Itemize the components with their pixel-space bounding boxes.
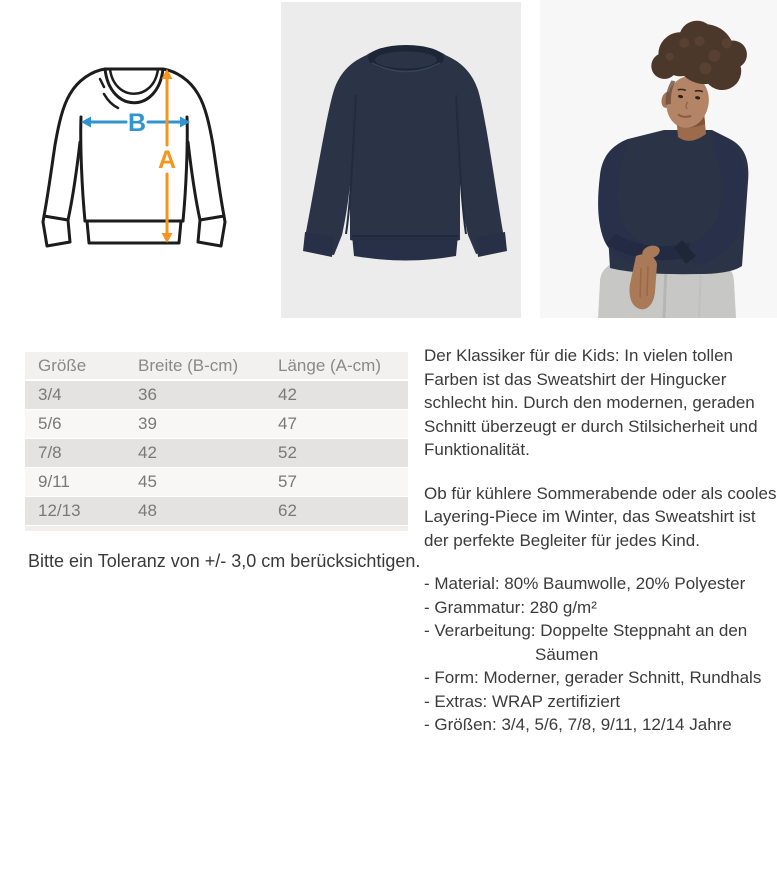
description-line: - Form: Moderner, gerader Schnitt, Rundhals [424, 668, 762, 687]
diagram-right-cuff [198, 216, 225, 246]
size-table [25, 352, 408, 526]
table-cell: 45 [125, 468, 265, 497]
product-photo-model [540, 0, 777, 318]
description-line: Säumen [535, 644, 599, 664]
width-measure-arrow [81, 109, 190, 137]
diagram-left-cuff [43, 216, 70, 246]
table-cell: 3/4 [25, 380, 125, 410]
table-cell: 52 [265, 439, 408, 468]
diagram-collar-outer [105, 69, 163, 103]
table-cell: 48 [125, 497, 265, 526]
column-header: Breite (B-cm) [125, 352, 265, 380]
diagram-left-sleeve-outline [44, 69, 105, 216]
table-cell: 12/13 [25, 497, 125, 526]
table-row [25, 410, 408, 439]
description-line: - Extras: WRAP zertifiziert [424, 691, 621, 711]
size-measurement-diagram [43, 69, 225, 246]
tolerance-note: Bitte ein Toleranz von +/- 3,0 cm berücksichtigen. [28, 551, 421, 571]
table-cell: 47 [265, 410, 408, 439]
description-paragraph [424, 482, 777, 553]
description-line: Ob für kühlere Sommerabende oder als cooles [424, 483, 777, 503]
product-description [424, 344, 777, 737]
description-line: - Verarbeitung: Doppelte Steppnaht an den [424, 621, 748, 640]
diagram-right-sleeve-outline [163, 69, 224, 216]
table-cell: 5/6 [25, 410, 125, 439]
description-line: Schnitt überzeugt er durch Stilsicherheit und [424, 416, 758, 436]
length-label: A [157, 146, 177, 174]
product-photo-flat [281, 2, 521, 318]
description-line: der perfekte Begleiter für jedes Kind. [424, 530, 700, 550]
diagram-left-body-edge [81, 117, 85, 221]
size-chart [25, 352, 408, 531]
flat-collar-inside [375, 52, 437, 69]
table-cell: 39 [125, 410, 265, 439]
diagram-left-inner-seam [68, 142, 80, 220]
description-line: schlecht hin. Durch den modernen, geraden [424, 393, 755, 412]
table-cell: 62 [265, 497, 408, 526]
table-cell: 36 [125, 380, 265, 410]
table-cell: 7/8 [25, 439, 125, 468]
description-line: - Größen: 3/4, 5/6, 7/8, 9/11, 12/14 Jahre [424, 715, 732, 734]
description-line: - Grammatur: 280 g/m² [424, 597, 597, 617]
diagram-right-inner-seam [188, 142, 200, 220]
table-cell: 9/11 [25, 468, 125, 497]
column-header: Länge (A-cm) [265, 352, 408, 380]
description-paragraph [424, 572, 769, 737]
diagram-collar-inner [110, 69, 158, 94]
description-paragraph [424, 344, 769, 462]
table-row [25, 439, 408, 468]
description-line: Funktionalität. [424, 440, 530, 459]
column-header: Größe [25, 352, 125, 380]
diagram-right-body-edge [183, 117, 187, 221]
description-line: - Material: 80% Baumwolle, 20% Polyester [424, 574, 746, 593]
table-cell: 57 [265, 468, 408, 497]
description-line: Der Klassiker für die Kids: In vielen tollen [424, 346, 733, 365]
size-table-header [25, 352, 408, 380]
flat-body [350, 48, 460, 247]
table-row [25, 380, 408, 410]
description-line: Farben ist das Sweatshirt der Hingucker [424, 369, 727, 389]
table-cell: 42 [125, 439, 265, 468]
length-measure-arrow [158, 69, 176, 243]
size-table-body [25, 380, 408, 526]
flat-hem-band [352, 235, 458, 261]
table-row [25, 497, 408, 526]
width-label: B [127, 109, 147, 137]
table-row [25, 468, 408, 497]
description-line: Layering-Piece im Winter, das Sweatshirt ist [424, 507, 756, 526]
table-cell: 42 [265, 380, 408, 410]
product-image-row [0, 0, 777, 330]
size-table-footer-strip [25, 526, 408, 531]
